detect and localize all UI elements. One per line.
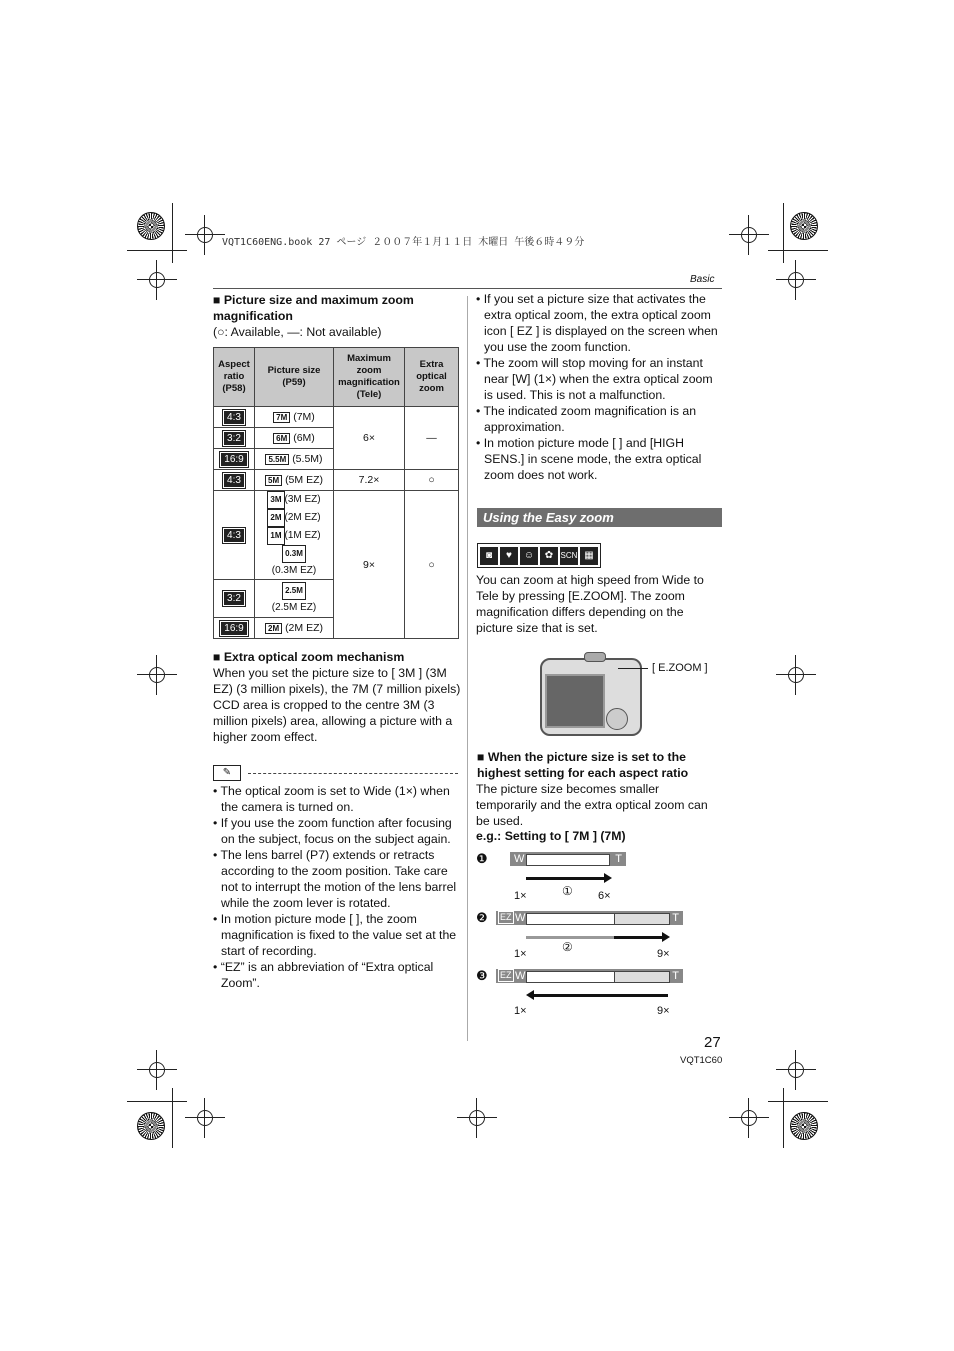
arrow-head — [604, 873, 612, 883]
extra-zoom-text: When you set the picture size to [ 3M ] (3M EZ) (3 million pixels), the 7M (7 million pixels) CCD area is cropped to the centre 3M (3 million pixels) area, allowing a picture with a higher zoom effect. — [213, 666, 461, 744]
note-item: • The optical zoom is set to Wide (1×) when the camera is turned on. — [213, 784, 450, 814]
size-icon: 2M — [267, 509, 284, 527]
zoom-bar — [526, 854, 610, 866]
size-label: (2.5M EZ) — [271, 601, 317, 613]
crosshair-mark — [729, 1098, 769, 1138]
size-label: (5.5M) — [292, 453, 323, 465]
wide-value: 1× — [514, 890, 527, 902]
size-icon: 2.5M — [282, 582, 306, 600]
note-item: • “EZ” is an abbreviation of “Extra optical Zoom”. — [213, 960, 434, 990]
diagram-number: ❶ — [476, 851, 488, 866]
size-label: (1M EZ) — [284, 530, 321, 541]
note-item: • The lens barrel (P7) extends or retracts according to the zoom position. Take care not to interrupt the motion of the lens barrel while the zoom lever is rotated. — [213, 848, 457, 910]
size-label: (6M) — [293, 432, 315, 444]
bullet-item: • If you set a picture size that activates the extra optical zoom, the extra optical zoom icon [ EZ ] is displayed on the screen when you use the zoom function. — [476, 292, 718, 354]
size-icon: 0.3M — [282, 545, 306, 563]
camera-illustration — [540, 652, 640, 734]
zoom-arrow — [526, 877, 606, 880]
zoom-arrow-return — [532, 994, 668, 997]
extra-zoom-heading: ■ Extra optical zoom mechanism — [213, 650, 405, 664]
extra-not-available: — — [405, 407, 459, 470]
easy-zoom-title: Using the Easy zoom — [477, 508, 722, 527]
print-slug: VQT1C60ENG.book 27 ページ ２００７年１月１１日 木曜日 午後６時４９分 — [222, 237, 585, 248]
aspect-badge: 3:2 — [223, 591, 245, 606]
wide-label: W — [515, 912, 526, 924]
crosshair-mark — [776, 1050, 816, 1090]
size-icon: 5M — [265, 475, 282, 486]
macro-icon: ✿ — [539, 546, 559, 566]
th-aspect: Aspect ratio (P58) — [214, 348, 255, 407]
size-icon: 2M — [265, 623, 282, 634]
zoom-bar-extended — [614, 971, 670, 983]
note-divider — [248, 773, 458, 774]
crosshair-mark — [137, 655, 177, 695]
aspect-badge: 16:9 — [220, 621, 247, 636]
zoom-7-2x: 7.2× — [334, 470, 405, 491]
zoom-table — [213, 347, 459, 639]
size-label: (0.3M EZ) — [271, 565, 317, 576]
step-circle: ① — [562, 884, 573, 898]
aspect-badge: 4:3 — [223, 473, 245, 488]
zoom-bar-extended — [614, 913, 670, 925]
film-icon: ▦ — [579, 546, 599, 566]
tele-label: T — [672, 912, 679, 924]
size-icon: 7M — [273, 412, 290, 423]
bullet-item: • In motion picture mode [ ] and [HIGH SENS.] in scene mode, the extra optical zoom does not work. — [476, 436, 702, 482]
size-label: (7M) — [293, 411, 315, 423]
ezoom-leader — [618, 668, 648, 669]
diagram-number: ❸ — [476, 968, 488, 983]
crosshair-mark — [185, 215, 225, 255]
tele-value: 6× — [598, 890, 611, 902]
tele-label: T — [615, 853, 622, 865]
tele-label: T — [672, 970, 679, 982]
crosshair-mark — [137, 1050, 177, 1090]
section-label: Basic — [690, 274, 715, 285]
size-icon: 6M — [273, 433, 290, 444]
camera-icon: ◙ — [479, 546, 499, 566]
extra-available: ○ — [405, 491, 459, 639]
wide-label: W — [514, 853, 525, 865]
size-label: (2M EZ) — [285, 622, 323, 634]
bullet-item: • The indicated zoom magnification is an approximation. — [476, 404, 697, 434]
zoom-9x: 9× — [334, 491, 405, 639]
ez-label: EZ — [500, 912, 512, 922]
size-label: (2M EZ) — [284, 512, 321, 523]
registration-disc — [790, 1112, 818, 1140]
highest-heading: ■ When the picture size is set to the highest setting for each aspect ratio — [477, 750, 689, 780]
note-icon: ✎ — [213, 765, 241, 781]
zoom-bar — [526, 971, 616, 983]
aspect-badge: 16:9 — [220, 452, 247, 467]
tele-value: 9× — [657, 948, 670, 960]
picture-size-heading: ■ Picture size and maximum zoom magnification — [213, 293, 414, 323]
note-item: • In motion picture mode [ ], the zoom magnification is fixed to the value set at the start of recording. — [213, 912, 457, 958]
zoom-arrow-gray — [526, 936, 614, 939]
diagram-number: ❷ — [476, 910, 488, 925]
bullet-item: • The zoom will stop moving for an instant near [W] (1×) when the extra optical zoom is used. This is not a malfunction. — [476, 356, 713, 402]
aspect-badge: 4:3 — [223, 410, 245, 425]
notes-list — [213, 783, 461, 991]
ez-label: EZ — [500, 970, 512, 980]
crosshair-mark — [457, 1098, 497, 1138]
ezoom-label: [ E.ZOOM ] — [652, 662, 708, 674]
step-circle: ② — [562, 940, 573, 954]
portrait-icon: ☺ — [519, 546, 539, 566]
easy-zoom-intro: You can zoom at high speed from Wide to Tele by pressing [E.ZOOM]. The zoom magnification differs depending on the picture size that is set. — [476, 573, 704, 635]
document-code: VQT1C60 — [680, 1055, 723, 1066]
crosshair-mark — [185, 1098, 225, 1138]
note-item: • If you use the zoom function after focusing on the subject, focus on the subject again. — [213, 816, 452, 846]
size-icon: 5.5M — [265, 454, 289, 465]
arrow-head — [662, 932, 670, 942]
crosshair-mark — [776, 655, 816, 695]
size-icon: 1M — [267, 527, 284, 545]
th-extra-zoom: Extra optical zoom — [405, 348, 459, 407]
size-label: (5M EZ) — [285, 474, 323, 486]
zoom-bar — [526, 913, 616, 925]
wide-label: W — [515, 970, 526, 982]
th-max-zoom: Maximum zoom magnification (Tele) — [334, 348, 405, 407]
crosshair-mark — [729, 215, 769, 255]
example-label: e.g.: Setting to [ 7M ] (7M) — [476, 829, 626, 843]
registration-disc — [790, 212, 818, 240]
crosshair-mark — [137, 260, 177, 300]
aspect-badge: 4:3 — [223, 528, 245, 543]
aspect-badge: 3:2 — [223, 431, 245, 446]
wide-value: 1× — [514, 1005, 527, 1017]
registration-disc — [137, 212, 165, 240]
zoom-arrow — [614, 936, 664, 939]
size-label: (3M EZ) — [284, 494, 321, 505]
scn-icon: SCN — [559, 546, 579, 566]
tele-value: 9× — [657, 1005, 670, 1017]
zoom-6x: 6× — [334, 407, 405, 470]
mode-icons — [477, 543, 601, 568]
availability-note: (○: Available, —: Not available) — [213, 325, 382, 339]
wide-value: 1× — [514, 948, 527, 960]
highest-text: The picture size becomes smaller temporarily and the extra optical zoom can be used. — [476, 782, 708, 828]
size-icon: 3M — [267, 491, 284, 509]
heart-icon: ♥ — [499, 546, 519, 566]
th-picture-size: Picture size (P59) — [255, 348, 334, 407]
page-number: 27 — [704, 1034, 721, 1051]
crosshair-mark — [776, 260, 816, 300]
registration-disc — [137, 1112, 165, 1140]
right-bullets — [476, 291, 722, 483]
extra-available: ○ — [405, 470, 459, 491]
